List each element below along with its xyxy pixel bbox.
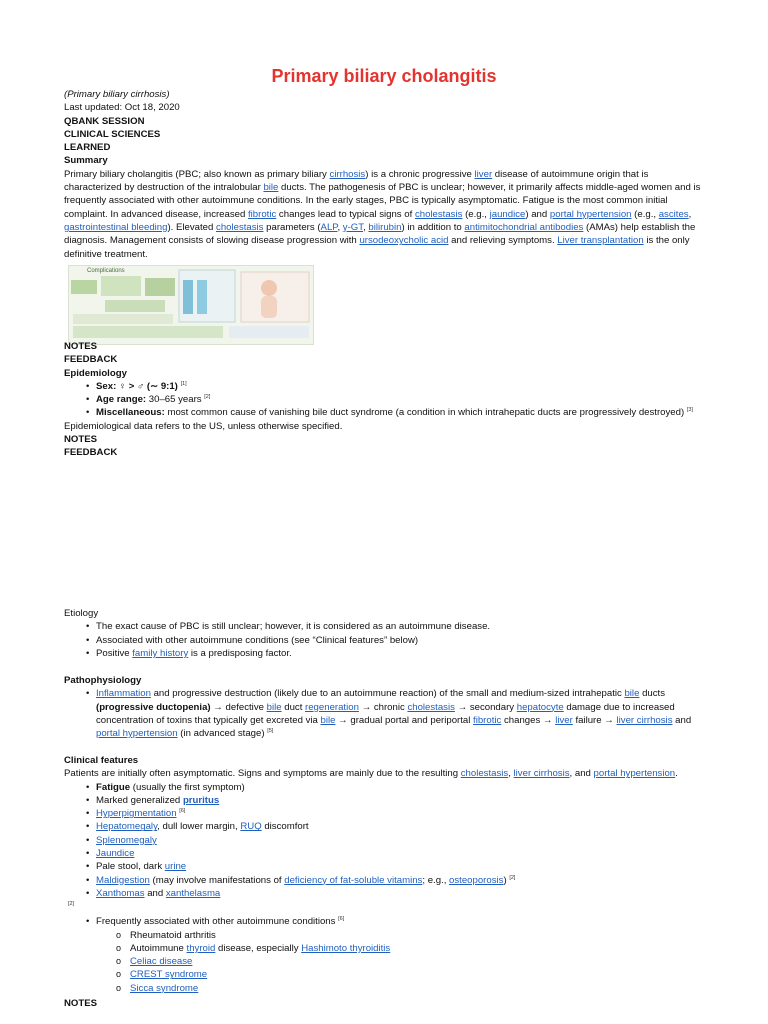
list-item: • Age range: 30–65 years [2] bbox=[64, 393, 704, 406]
header-block bbox=[64, 88, 704, 261]
list-item bbox=[64, 834, 704, 847]
link-urine[interactable]: urine bbox=[164, 861, 187, 873]
summary-figure[interactable] bbox=[68, 265, 314, 345]
link-hepatocyte[interactable]: hepatocyte bbox=[516, 701, 564, 713]
associated-conditions-sublist bbox=[64, 929, 704, 995]
link-ruq[interactable]: RUQ bbox=[240, 821, 262, 833]
link-bile[interactable]: bile bbox=[320, 714, 336, 726]
list-item: o Autoimmune thyroid disease, especially Hashimoto thyroiditis bbox=[64, 942, 704, 955]
link-cholestasis[interactable]: cholestasis bbox=[414, 208, 463, 220]
list-item bbox=[64, 955, 704, 968]
etiology-heading: Etiology bbox=[64, 608, 99, 619]
learned-label: LEARNED bbox=[64, 142, 111, 154]
link-liver-cirrhosis[interactable]: liver cirrhosis bbox=[616, 714, 673, 726]
list-item: • Xanthomas and xanthelasma bbox=[64, 887, 704, 900]
link-inflammation[interactable]: Inflammation bbox=[96, 688, 151, 700]
link-fibrotic[interactable]: fibrotic bbox=[248, 208, 277, 220]
epidemiology-block bbox=[64, 340, 704, 460]
list-item: • Associated with other autoimmune conditions (see “Clinical features” below) bbox=[64, 634, 704, 647]
pathophysiology-heading: Pathophysiology bbox=[64, 675, 142, 686]
list-item: • Fatigue (usually the first symptom) bbox=[64, 781, 704, 794]
link-liver-cirrhosis[interactable]: liver cirrhosis bbox=[513, 768, 570, 780]
feedback-button[interactable]: FEEDBACK bbox=[64, 447, 118, 459]
clinical-intro: Patients are initially often asymptomatic. Signs and symptoms are mainly due to the resulting cholestasis, liver cirrhosis, and portal hypertension. bbox=[64, 768, 678, 780]
link-ascites[interactable]: ascites bbox=[658, 208, 689, 220]
link-bile[interactable]: bile bbox=[624, 688, 640, 700]
link-hyperpigmentation[interactable]: Hyperpigmentation bbox=[96, 808, 177, 820]
link-hashimoto-thyroiditis[interactable]: Hashimoto thyroiditis bbox=[301, 942, 391, 954]
link-fibrotic[interactable]: fibrotic bbox=[473, 714, 502, 726]
epidemiology-heading: Epidemiology bbox=[64, 367, 127, 379]
link-cirrhosis[interactable]: cirrhosis bbox=[329, 168, 366, 180]
link-xanthomas[interactable]: Xanthomas bbox=[96, 887, 145, 899]
link-ggt[interactable]: γ-GT bbox=[342, 221, 364, 233]
associated-conditions-list bbox=[64, 915, 704, 928]
link-fat-soluble-vitamins[interactable]: deficiency of fat-soluble vitamins bbox=[284, 874, 423, 886]
link-cholestasis[interactable]: cholestasis bbox=[407, 701, 455, 713]
epidemiology-list bbox=[64, 380, 704, 420]
link-celiac-disease[interactable]: Celiac disease bbox=[130, 956, 193, 968]
etiology-block bbox=[64, 607, 704, 660]
link-cholestasis[interactable]: cholestasis bbox=[460, 768, 509, 780]
link-portal-hypertension[interactable]: portal hypertension bbox=[593, 768, 676, 780]
figure-illustration bbox=[69, 266, 313, 344]
notes-button[interactable]: NOTES bbox=[64, 434, 98, 446]
link-udca[interactable]: ursodeoxycholic acid bbox=[359, 235, 449, 247]
pathophysiology-list bbox=[64, 687, 704, 740]
link-thyroid[interactable]: thyroid bbox=[186, 942, 216, 954]
stray-reference: [2] bbox=[68, 901, 75, 908]
last-updated: Last updated: Oct 18, 2020 bbox=[64, 102, 180, 114]
link-splenomegaly[interactable]: Splenomegaly bbox=[96, 834, 157, 846]
page-title: Primary biliary cholangitis bbox=[271, 66, 497, 86]
etiology-list bbox=[64, 620, 704, 660]
feedback-button[interactable]: FEEDBACK bbox=[64, 354, 118, 366]
link-cholestasis-2[interactable]: cholestasis bbox=[216, 221, 264, 233]
list-item: o Rheumatoid arthritis bbox=[64, 929, 704, 942]
link-sicca-syndrome[interactable]: Sicca syndrome bbox=[130, 982, 199, 994]
link-maldigestion[interactable]: Maldigestion bbox=[96, 874, 150, 886]
list-item: • Frequently associated with other autoimmune conditions [6] bbox=[64, 915, 704, 928]
link-jaundice[interactable]: jaundice bbox=[489, 208, 526, 220]
list-item bbox=[64, 847, 704, 860]
link-bilirubin[interactable]: bilirubin bbox=[368, 221, 402, 233]
qbank-session-link[interactable]: QBANK SESSION bbox=[64, 115, 145, 127]
link-jaundice[interactable]: Jaundice bbox=[96, 848, 135, 860]
list-item bbox=[64, 982, 704, 995]
link-alp[interactable]: ALP bbox=[320, 221, 338, 233]
link-osteoporosis[interactable]: osteoporosis bbox=[449, 874, 504, 886]
link-xanthelasma[interactable]: xanthelasma bbox=[165, 887, 221, 899]
list-item: • Positive family history is a predisposing factor. bbox=[64, 647, 704, 660]
clinical-features-block bbox=[64, 754, 704, 1010]
list-item bbox=[64, 968, 704, 981]
notes-button[interactable]: NOTES bbox=[64, 998, 98, 1010]
link-bile[interactable]: bile bbox=[263, 182, 279, 194]
summary-heading: Summary bbox=[64, 155, 108, 167]
link-liver[interactable]: liver bbox=[555, 714, 573, 726]
list-item: • Pale stool, dark urine bbox=[64, 860, 704, 873]
link-bile[interactable]: bile bbox=[266, 701, 282, 713]
list-item: • Marked generalized pruritus bbox=[64, 794, 704, 807]
clinical-features-heading: Clinical features bbox=[64, 755, 139, 766]
link-liver-transplantation[interactable]: Liver transplantation bbox=[557, 235, 644, 247]
link-regeneration[interactable]: regeneration bbox=[305, 701, 359, 713]
list-item: • Sex: ♀ > ♂ (∼ 9:1) [1] bbox=[64, 380, 704, 393]
link-gi-bleeding[interactable]: gastrointestinal bleeding bbox=[64, 221, 168, 233]
link-ama[interactable]: antimitochondrial antibodies bbox=[464, 221, 584, 233]
list-item: • Maldigestion (may involve manifestations of deficiency of fat-soluble vitamins; e.g., osteoporosis) [2] bbox=[64, 874, 704, 887]
figure-caption: Complications bbox=[87, 268, 125, 274]
link-family-history[interactable]: family history bbox=[132, 647, 189, 659]
link-pruritus[interactable]: pruritus bbox=[182, 794, 220, 806]
link-crest-syndrome[interactable]: CREST syndrome bbox=[130, 969, 208, 981]
list-item: • Miscellaneous: most common cause of vanishing bile duct syndrome (a condition in which intrahepatic ducts are progressively destroyed) [3] bbox=[64, 406, 704, 419]
link-portal-hypertension[interactable]: portal hypertension bbox=[549, 208, 632, 220]
list-item: • Hyperpigmentation [6] bbox=[64, 807, 704, 820]
summary-paragraph: Primary biliary cholangitis (PBC; also known as primary biliary cirrhosis) is a chronic progressive liver disease of autoimmune origin that is characterized by destruction of the intralobular bile ducts. The pathogenesis of PBC is unclear; however, it primarily affects middle-aged women and is frequently associated with other autoimmune conditions. In the early stages, PBC is typically asymptomatic. Fatigue is the most common initial complaint. In advanced disease, increased fibrotic changes lead to typical signs of cholestasis (e.g., jaundice) and portal hypertension (e.g., ascites, gastrointestinal bleeding). Elevated cholestasis parameters (ALP, γ-GT, bilirubin) in addition to antimitochondrial antibodies (AMAs) help establish the diagnosis. Management consists of slowing disease progression with ursodeoxycholic acid and relieving symptoms. Liver transplantation is the only definitive treatment. bbox=[64, 168, 701, 260]
list-item: • Hepatomegaly, dull lower margin, RUQ discomfort bbox=[64, 820, 704, 833]
clinical-features-list bbox=[64, 781, 704, 901]
link-liver[interactable]: liver bbox=[474, 168, 493, 180]
notes-button[interactable]: NOTES bbox=[64, 341, 98, 352]
list-item: • The exact cause of PBC is still unclear; however, it is considered as an autoimmune disease. bbox=[64, 620, 704, 633]
clinical-sciences-label: CLINICAL SCIENCES bbox=[64, 128, 161, 140]
pathophysiology-block bbox=[64, 674, 704, 740]
epidemiology-note: Epidemiological data refers to the US, unless otherwise specified. bbox=[64, 420, 343, 432]
alternate-name: (Primary biliary cirrhosis) bbox=[64, 89, 170, 100]
link-portal-hypertension[interactable]: portal hypertension bbox=[96, 728, 178, 740]
list-item: • Inflammation and progressive destruction (likely due to an autoimmune reaction) of the small and medium-sized intrahepatic bile ducts (progressive ductopenia) → defective bile duct regeneration → chronic cholestasis → secondary hepatocyte damage due to increased concentration of toxins that typically get excreted via bile → gradual portal and periportal fibrotic changes → liver failure → liver cirrhosis and portal hypertension (in advanced stage) [5] bbox=[64, 687, 704, 740]
link-hepatomegaly[interactable]: Hepatomegaly bbox=[96, 821, 158, 833]
